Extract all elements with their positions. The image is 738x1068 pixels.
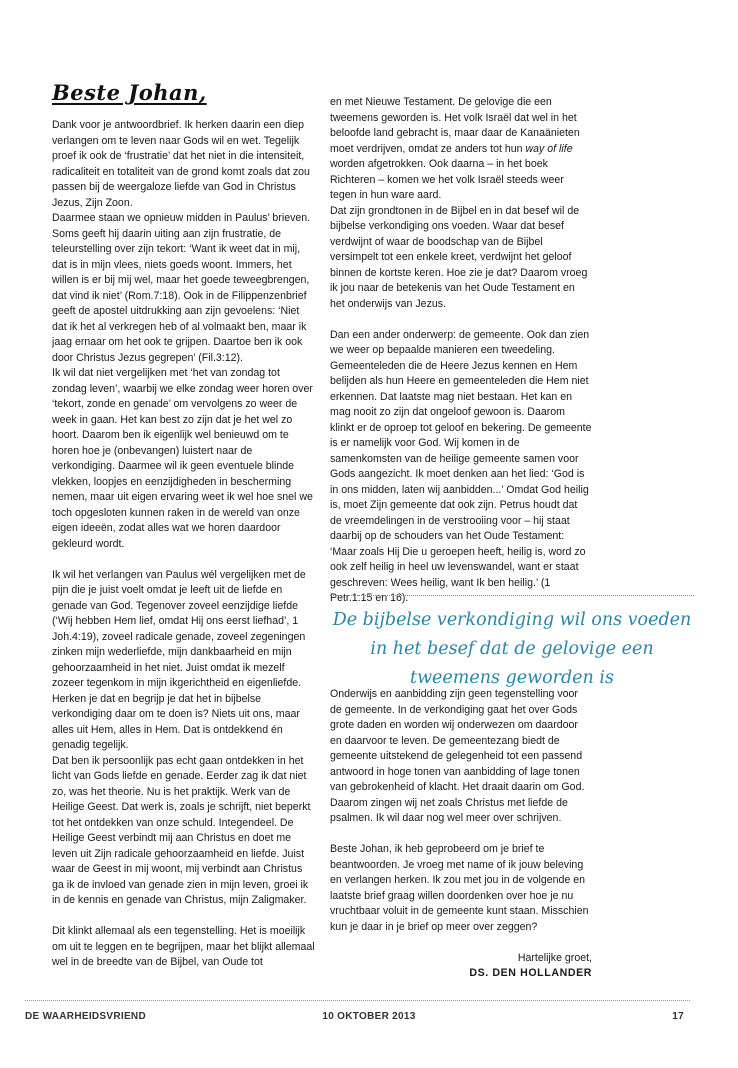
text-run: en met Nieuwe Testament. De gelovige die een tweemens geworden is. Het volk Israël dat wel in het beloofde land gebracht is, maar daar de Kanaänieten moet verdrijven, omdat ze anders tot hun [330, 96, 580, 155]
footer-publication: DE WAARHEIDSVRIEND [25, 1011, 146, 1022]
paragraph: Dat zijn grondtonen in de Bijbel en in dat besef wil de bijbelse verkondiging ons voeden. Waar dat besef verdwijnt of waar de boodschap van de Bijbel versimpelt tot een enkele kreet, verdwijnt het geloof binnen de kortste keren. Hoe zie je dat? Daarom vroeg ik jou naar de betekenis van het Oude Testament en het onderwijs van Jezus. [330, 204, 588, 310]
closing: Hartelijke groet, [517, 951, 592, 964]
left-column [52, 118, 316, 971]
paragraph: Daarmee staan we opnieuw midden in Paulus’ brieven. Soms geeft hij daarin uiting aan zijn frustratie, de teleurstelling over zijn tekort: ‘Want ik weet dat in mij, dat is in mijn vlees, niets goeds woont. Immers, het willen is er bij mij wel, maar het goede teweegbrengen, dat vind ik niet’ (Rom.7:18). Ook in de Filippenzenbrief geeft de apostel uitdrukking aan zijn gevoelens: ‘Niet dat ik het al verkregen heb of al volmaakt ben, maar ik jaag ernaar om het ook te grijpen. Daartoe ben ik ook door Christus Jezus gegrepen’ (Fil.3:12). [52, 212, 311, 364]
right-column-top [330, 95, 592, 607]
paragraph-gap [330, 935, 592, 951]
paragraph: Beste Johan, ik heb geprobeerd om je brief te beantwoorden. Je vroeg met name of ik jouw beleving en verlangen herken. Ik zou met jou in de volgende en laatste brief graag willen doordenken over hoe je nu vruchtbaar voluit in de gemeente kunt staan. Misschien kun je daar in je brief op meer over zeggen? [330, 843, 589, 933]
paragraph-gap [330, 312, 592, 328]
paragraph: Dan een ander onderwerp: de gemeente. Ook dan zien we weer op bepaalde manieren een tweedeling. Gemeenteleden die de Heere Jezus kennen en Hem belijden als hun Heere en gemeenteleden die Hem niet erkennen. Dat laatste mag niet bestaan. Het kan en mag nooit zo zijn dat ongeloof gewoon is. Daarom klinkt er de oproep tot geloof en bekering. De gemeente is er namelijk voor God. Wij komen in de samenkomsten van de heilige gemeente samen voor Gods aangezicht. Ik moet denken aan het lied: ‘God is in ons midden, laten wij aanbidden...’ Omdat God heilig is, moet Zijn gemeente dat ook zijn. Petrus houdt dat de vreemdelingen in de verstrooiing voor – hij staat daarbij op de schouders van het Oude Testament: ‘Maar zoals Hij Die u geroepen heeft, heilig is, word zo ook zelf heilig in heel uw levenswandel, want er staat geschreven: Wees heilig, want Ik ben heilig.’ (1 Petr.1:15 en 16). [330, 328, 592, 604]
right-column-bottom [330, 687, 592, 982]
paragraph-gap [330, 827, 592, 843]
page-number: 17 [672, 1011, 684, 1022]
paragraph-gap [52, 909, 316, 925]
paragraph: Dank voor je antwoordbrief. Ik herken daarin een diep verlangen om te leven naar Gods wil en wet. Tegelijk proef ik ook de ‘frustratie’ dat het niet in die intensiteit, radicaliteit en totaliteit van de grond komt zoals dat zou passen bij de weergaloze liefde van God in Christus Jezus, Zijn Zoon. [52, 119, 310, 209]
pull-quote-text: De bijbelse verkondiging wil ons voeden in het besef dat de gelovige een tweemens geworden is [332, 610, 692, 688]
paragraph: Ik wil dat niet vergelijken met ‘het van zondag tot zondag leven’, waarbij we elke zondag weer horen over ‘tekort, zonde en genade’ om vervolgens zo weer de week in gaan. Het kan best zo zijn dat je het wel zo hoort. Daarom ben ik eigenlijk wel benieuwd om te horen hoe je (onbevangen) luistert naar de verkondiging. Daarmee wil ik geen eventuele blinde vlekken, loopjes en eenzijdigheden in bescherming nemen, maar uit eigen ervaring weet ik wel hoe snel we toch opgesloten kunnen raken in de wereld van onze eigen ideeën, zodat alles wat we horen daardoor gekleurd wordt. [52, 367, 313, 550]
salutation: Beste Johan, [52, 80, 207, 105]
signature: DS. DEN HOLLANDER [469, 967, 592, 979]
footer-rule [25, 1000, 690, 1001]
paragraph: Dat ben ik persoonlijk pas echt gaan ontdekken in het licht van Gods liefde en genade. Eerder zag ik dat niet zo, was het theorie. Nu is het praktijk. Werk van de Heilige Geest. Dat werk is, zoals je schrijft, niet beperkt tot het ontdekken van onze schuld. Integendeel. De Heilige Geest verbindt mij aan Christus en doet me leven uit Zijn radicale gehoorzaamheid en liefde. Juist waar de Geest in mij woont, mij verbindt aan Christus ga ik de invloed van genade zien in mijn leven, groei ik in de kennis en genade van Christus, mijn Zaligmaker. [52, 754, 311, 906]
emphasis: way of life [525, 142, 573, 155]
pull-quote [330, 595, 694, 693]
paragraph: Ik wil het verlangen van Paulus wél vergelijken met de pijn die je juist voelt omdat je leeft uit de liefde en genade van God. Tegenover zoveel eenzijdige liefde (‘Wij hebben Hem lief, omdat Hij ons eerst liefhad’, 1 Joh.4:19), zoveel radicale genade, zoveel zegeningen zinken mijn wederliefde, mijn dankbaarheid en mijn gehoorzaamheid in het niet. Juist omdat ik mezelf zozeer tegenkom in mijn ikgerichtheid en eigenliefde. Herken je dat en begrijp je dat het in bijbelse verkondiging daar om te doen is? Niets uit ons, maar alles uit Hem, alles in Hem. Dat is ontdekkend én genadig tegelijk. [52, 568, 306, 751]
text-run: worden afgetrokken. Ook daarna – in het boek Richteren – komen we het volk Israël steeds weer tegen in hun ware aard. [330, 158, 564, 201]
footer-date: 10 OKTOBER 2013 [322, 1011, 416, 1022]
paragraph-gap [52, 552, 316, 568]
paragraph [330, 95, 592, 204]
paragraph: Onderwijs en aanbidding zijn geen tegenstelling voor de gemeente. In de verkondiging gaat het over Gods grote daden en worden wij onderwezen om daardoor en daarvoor te leven. De gemeentezang biedt de gemeente uitstekend de gelegenheid tot een passend antwoord in hoge tonen van aanbidding of lage tonen van gebrokenheid of klacht. Het draait daarin om God. Daarom zingen wij net zoals Christus met liefde de psalmen. Ik wil daar nog wel meer over schrijven. [330, 688, 585, 824]
pull-quote-rule [330, 595, 694, 596]
paragraph: Dit klinkt allemaal als een tegenstelling. Het is moeilijk om uit te leggen en te begrijpen, maar het blijkt allemaal wel in de breedte van de Bijbel, van Oude tot [52, 925, 315, 968]
